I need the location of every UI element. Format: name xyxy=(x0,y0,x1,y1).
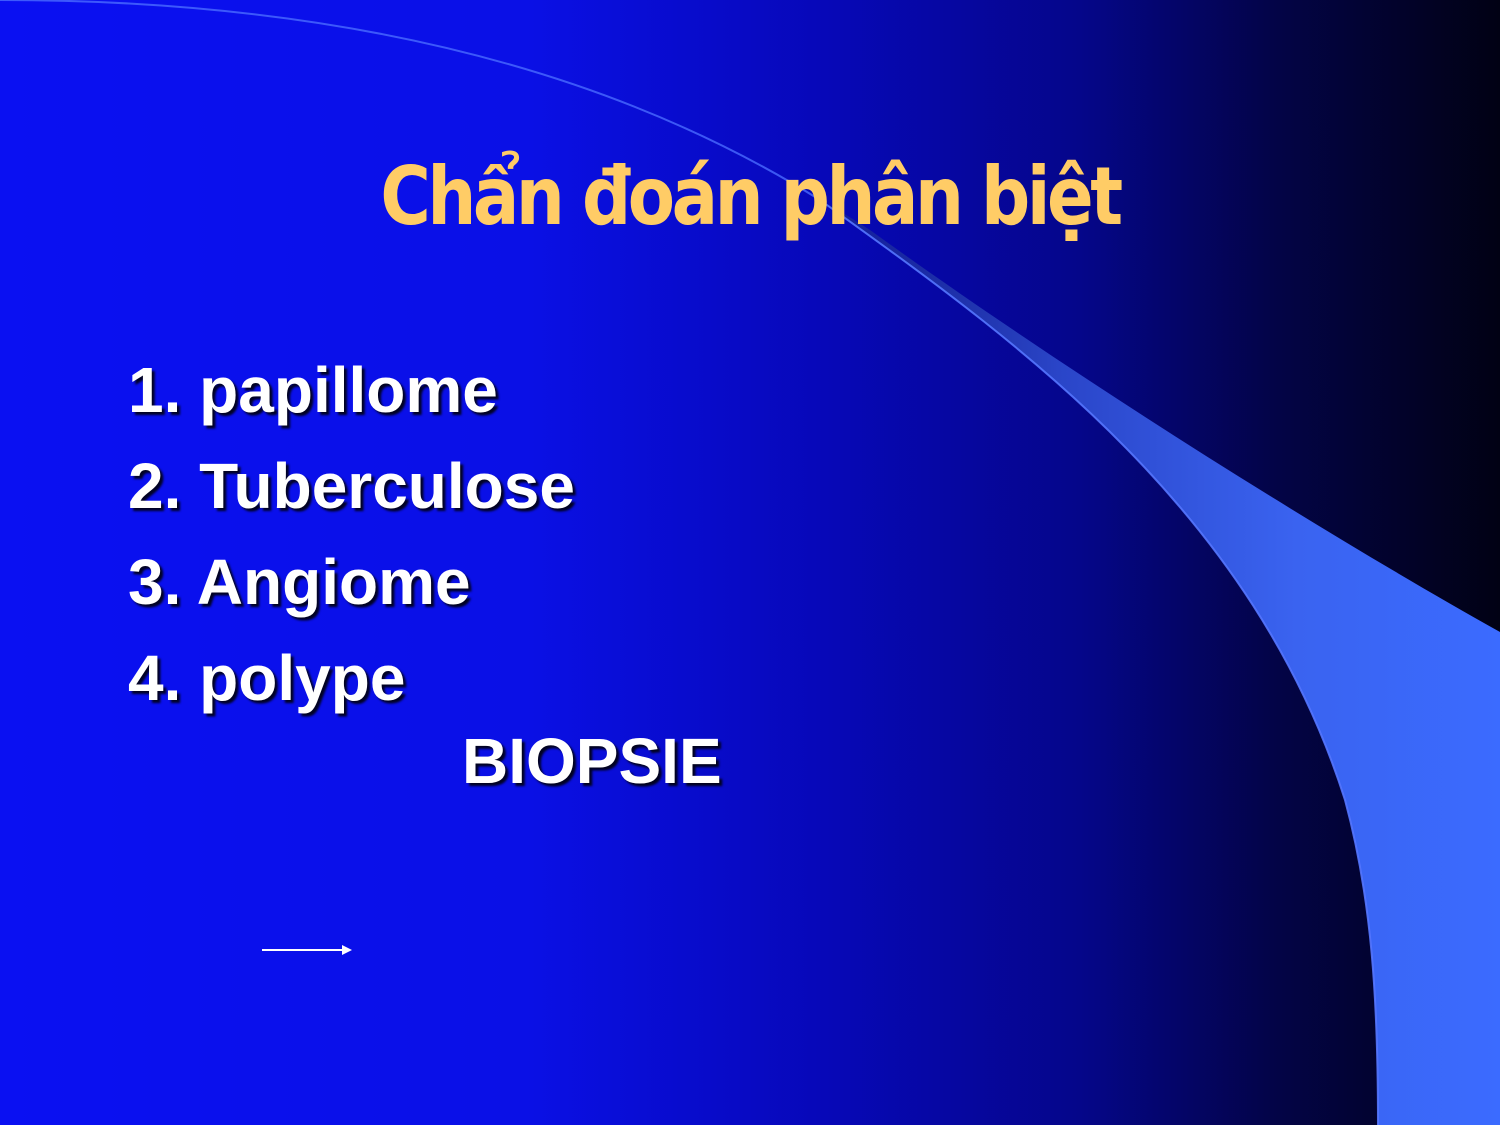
right-arrow-icon xyxy=(262,940,352,960)
slide-title: Chẩn đoán phân biệt xyxy=(380,150,1120,243)
diagnosis-list xyxy=(128,342,575,726)
list-item: 4. polype xyxy=(128,642,406,714)
list-item: 1. papillome xyxy=(128,354,498,426)
list-item: 2. Tuberculose xyxy=(128,450,575,522)
list-item: 3. Angiome xyxy=(128,546,471,618)
swoosh-shape xyxy=(820,200,1500,1125)
conclusion-text: BIOPSIE xyxy=(462,725,722,797)
